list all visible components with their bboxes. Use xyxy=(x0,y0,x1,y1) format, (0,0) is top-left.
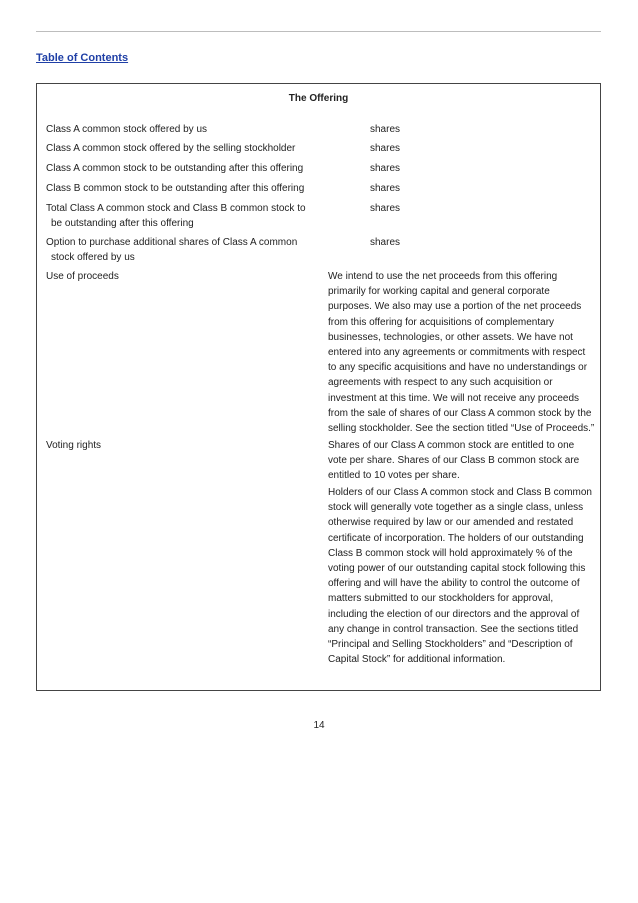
offering-row-label-continuation: be outstanding after this offering xyxy=(51,218,194,230)
offering-row-value: shares xyxy=(370,124,401,135)
offering-row-label xyxy=(46,122,336,137)
offering-row-label-text: Total Class A common stock and Class B common stock to xyxy=(46,203,306,214)
offering-row-label xyxy=(46,201,336,231)
table-of-contents-link[interactable]: Table of Contents xyxy=(36,52,129,64)
offering-row-label xyxy=(46,235,336,265)
voting-rights-text-1: Shares of our Class A common stock are entitled to one vote per share. Shares of our Class B common stock are entitled to 10 votes per share. xyxy=(328,440,580,482)
page-number: 14 xyxy=(313,720,325,731)
offering-row-label-text: Class A common stock offered by the selling stockholder xyxy=(46,143,296,154)
voting-rights-text-2: Holders of our Class A common stock and Class B common stock will generally vote together as a single class, unless otherwise required by law or our amended and restated certificate of incorporation. The holders of our outstanding Class B common stock will hold approximately % of the voting power of our outstanding capital stock following this offering and will have the ability to control the outcome of matters submitted to our stockholders for approval, including the election of our directors and the approval of any change in control transaction. See the sections titled “Principal and Selling Stockholders” and “Description of Capital Stock” for additional information. xyxy=(328,487,592,666)
offering-row-label-continuation: stock offered by us xyxy=(51,252,135,264)
section-title: The Offering xyxy=(288,93,349,104)
use-of-proceeds-label: Use of proceeds xyxy=(46,271,119,282)
offering-row-label-text: Class B common stock to be outstanding after this offering xyxy=(46,183,305,194)
use-of-proceeds-text: We intend to use the net proceeds from this offering primarily for working capital and general corporate purposes. We also may use a portion of the net proceeds from this offering for acquisitions of complementary businesses, technologies, or other assets. We have not entered into any agreements or commitments with respect to any specific acquisitions and have no understandings or agreements with respect to any such acquisition or investment at this time. We will not receive any proceeds from the sale of shares of our Class A common stock by the selling stockholder. See the section titled “Use of Proceeds.” xyxy=(328,271,595,435)
top-divider xyxy=(36,31,601,32)
offering-row-value: shares xyxy=(370,163,401,174)
offering-row-label xyxy=(46,181,336,196)
offering-row-label xyxy=(46,161,336,176)
offering-row-value: shares xyxy=(370,203,401,214)
offering-row-value: shares xyxy=(370,237,401,248)
voting-rights-label: Voting rights xyxy=(46,440,102,451)
offering-row-value: shares xyxy=(370,143,401,154)
offering-row-label-text: Class A common stock offered by us xyxy=(46,124,208,135)
offering-row-label-text: Class A common stock to be outstanding after this offering xyxy=(46,163,304,174)
offering-row-value: shares xyxy=(370,183,401,194)
offering-row-label-text: Option to purchase additional shares of Class A common xyxy=(46,237,298,248)
offering-row-label xyxy=(46,141,336,156)
offering-summary-box xyxy=(36,83,601,691)
